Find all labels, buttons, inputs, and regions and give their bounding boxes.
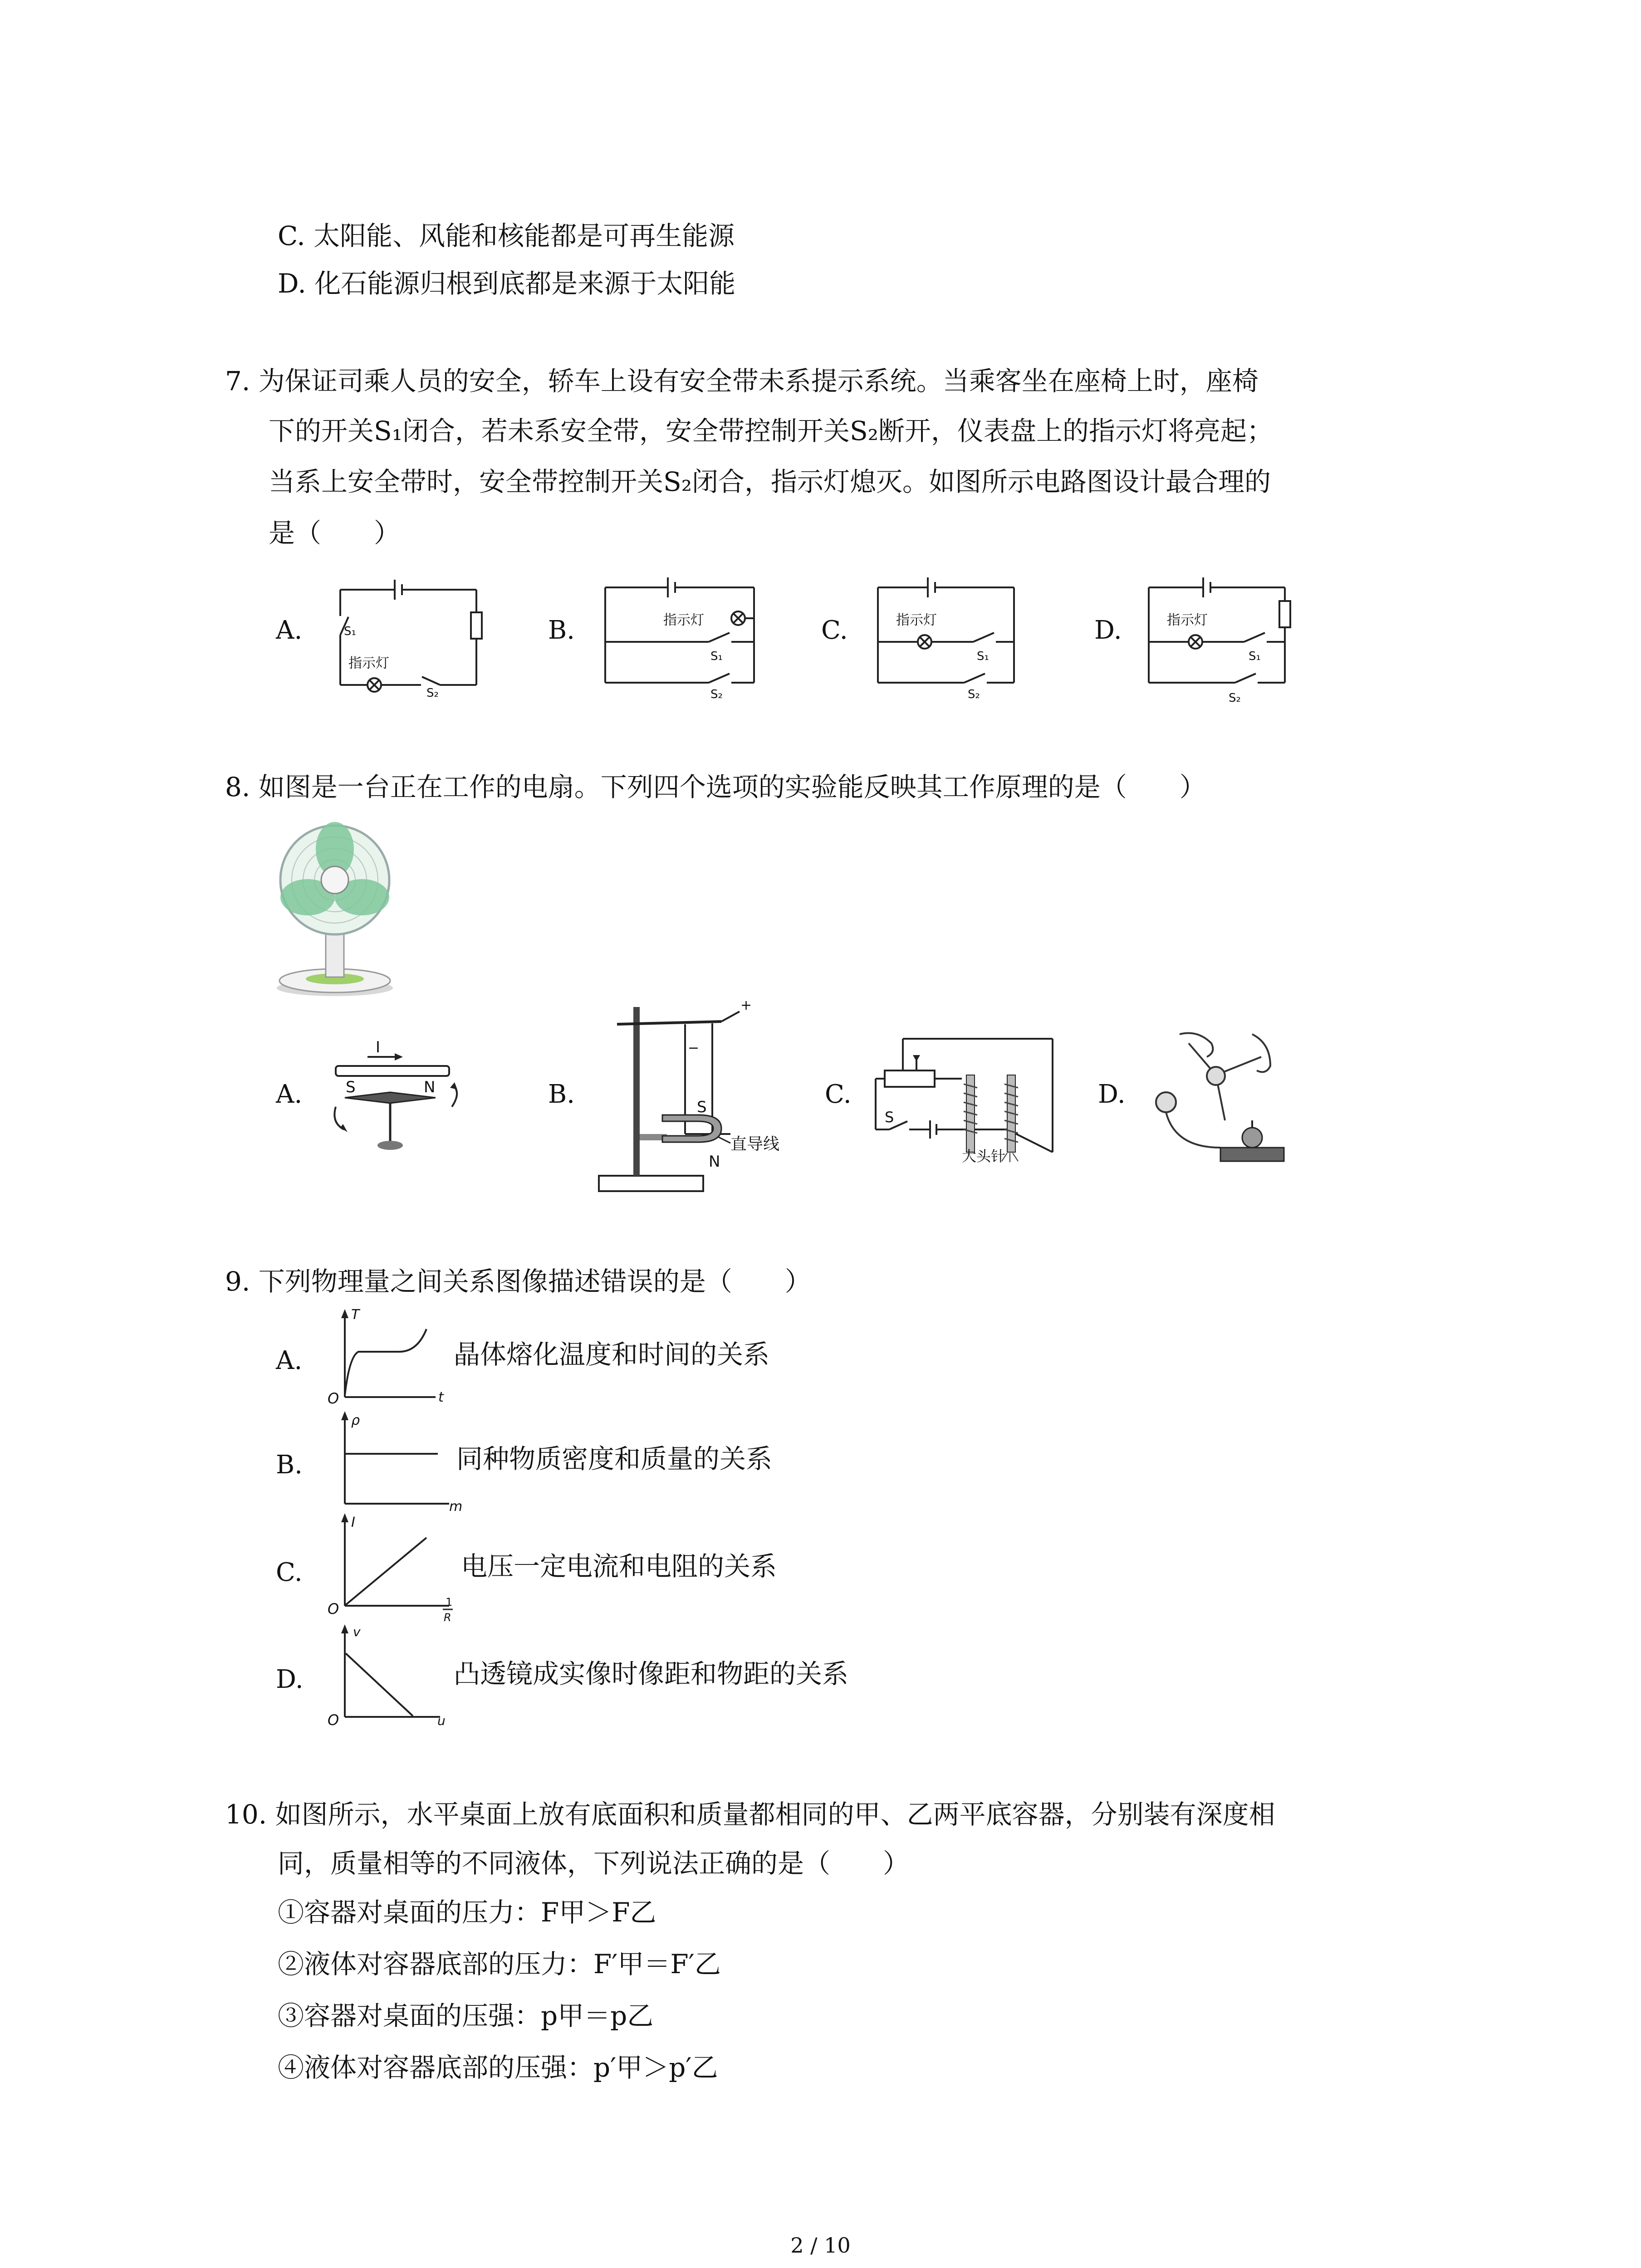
- q7-circuit-d: [1144, 569, 1298, 705]
- svg-text:1: 1: [446, 1596, 453, 1608]
- q8-stem: 8. 如图是一台正在工作的电扇。下列四个选项的实验能反映其工作原理的是（ ）: [225, 772, 1206, 802]
- svg-text:N: N: [709, 1153, 720, 1171]
- q8-figure-c: [871, 1025, 1062, 1166]
- q9-graph-b: [318, 1408, 463, 1513]
- svg-text:S₁: S₁: [344, 625, 356, 638]
- q8-option-d-label: D.: [1098, 1080, 1126, 1109]
- svg-text:S: S: [697, 1098, 707, 1116]
- q9-option-b-text: 同种物质密度和质量的关系: [456, 1443, 773, 1474]
- svg-text:O: O: [328, 1711, 339, 1729]
- q7-stem-line2: 下的开关S₁闭合，若未系安全带，安全带控制开关S₂断开，仪表盘上的指示灯将亮起；: [269, 415, 1273, 446]
- q8-figure-a: [318, 1039, 481, 1166]
- svg-text:S₁: S₁: [710, 650, 723, 663]
- q7-option-a-label: A.: [276, 616, 303, 645]
- q10-statement-1: ①容器对桌面的压力：F甲＞F乙: [278, 1897, 656, 1928]
- svg-text:N: N: [424, 1078, 436, 1096]
- q10-stem-line1: 10. 如图所示，水平桌面上放有底面积和质量都相同的甲、乙两平底容器，分别装有深度相: [225, 1799, 1275, 1830]
- svg-text:指示灯: 指示灯: [896, 612, 937, 628]
- q7-option-b-label: B.: [548, 616, 575, 645]
- q8-option-c-label: C.: [825, 1080, 852, 1109]
- q8-option-b-label: B.: [548, 1080, 575, 1109]
- svg-text:S₁: S₁: [977, 650, 989, 663]
- svg-text:R: R: [444, 1611, 451, 1624]
- q10-statement-3: ③容器对桌面的压强：p甲＝p乙: [278, 2000, 654, 2031]
- electric-fan-image: [272, 821, 404, 998]
- svg-text:S₂: S₂: [968, 688, 980, 701]
- q8-option-a-label: A.: [276, 1080, 303, 1109]
- q10-statement-2: ②液体对容器底部的压力：F′甲＝F′乙: [278, 1949, 721, 1980]
- svg-text:−: −: [688, 1040, 700, 1056]
- q6-option-d: D. 化石能源归根到底都是来源于太阳能: [278, 268, 736, 299]
- svg-text:O: O: [328, 1390, 339, 1406]
- svg-text:O: O: [328, 1600, 339, 1618]
- svg-text:I: I: [376, 1039, 381, 1056]
- q9-graph-a: [318, 1306, 454, 1406]
- svg-text:S₁: S₁: [1249, 650, 1261, 663]
- svg-text:T: T: [351, 1307, 360, 1323]
- q9-option-c-label: C.: [276, 1558, 303, 1587]
- svg-text:m: m: [449, 1499, 463, 1513]
- q9-option-a-label: A.: [276, 1346, 303, 1375]
- q10-stem-line2: 同，质量相等的不同液体，下列说法正确的是（ ）: [278, 1848, 910, 1879]
- q9-option-d-label: D.: [276, 1665, 304, 1694]
- q7-option-c-label: C.: [821, 616, 848, 645]
- q10-statement-4: ④液体对容器底部的压强：p′甲＞p′乙: [278, 2052, 718, 2083]
- q9-option-d-text: 凸透镜成实像时像距和物距的关系: [454, 1658, 849, 1689]
- svg-text:S₂: S₂: [426, 686, 439, 699]
- svg-text:大头针: 大头针: [962, 1148, 1006, 1165]
- q8-figure-b: [594, 998, 830, 1207]
- q7-stem-line1: 7. 为保证司乘人员的安全，轿车上设有安全带未系提示系统。当乘客坐在座椅上时，座椅: [225, 366, 1259, 396]
- svg-text:直导线: 直导线: [730, 1135, 780, 1154]
- q7-circuit-c: [873, 569, 1028, 701]
- svg-text:S: S: [346, 1078, 356, 1096]
- q9-option-a-text: 晶体熔化温度和时间的关系: [454, 1339, 770, 1370]
- svg-text:指示灯: 指示灯: [348, 655, 389, 671]
- svg-text:u: u: [437, 1713, 446, 1728]
- q7-stem-line3: 当系上安全带时，安全带控制开关S₂闭合，指示灯熄灭。如图所示电路图设计最合理的: [269, 466, 1271, 497]
- q7-circuit-b: [600, 569, 772, 701]
- svg-text:v: v: [353, 1624, 361, 1639]
- q9-graph-d: [318, 1622, 454, 1730]
- svg-text:+: +: [740, 998, 752, 1013]
- q9-option-b-label: B.: [276, 1450, 303, 1480]
- svg-text:I: I: [351, 1515, 355, 1530]
- svg-text:指示灯: 指示灯: [1167, 612, 1208, 628]
- q9-graph-c: [318, 1510, 463, 1624]
- q6-option-c: C. 太阳能、风能和核能都是可再生能源: [278, 220, 735, 251]
- svg-text:S₂: S₂: [710, 688, 723, 701]
- q9-option-c-text: 电压一定电流和电阻的关系: [461, 1551, 777, 1582]
- q8-figure-d: [1148, 1025, 1302, 1175]
- page-number: 2 / 10: [790, 2233, 851, 2258]
- svg-text:ρ: ρ: [351, 1413, 360, 1428]
- svg-text:S: S: [885, 1109, 894, 1126]
- q7-option-d-label: D.: [1094, 616, 1122, 645]
- svg-text:指示灯: 指示灯: [663, 612, 704, 628]
- q9-stem: 9. 下列物理量之间关系图像描述错误的是（ ）: [225, 1266, 811, 1297]
- svg-text:S₂: S₂: [1229, 691, 1241, 705]
- svg-text:t: t: [438, 1389, 444, 1405]
- q7-circuit-a: [331, 572, 495, 699]
- q7-stem-line4: 是（ ）: [269, 518, 401, 548]
